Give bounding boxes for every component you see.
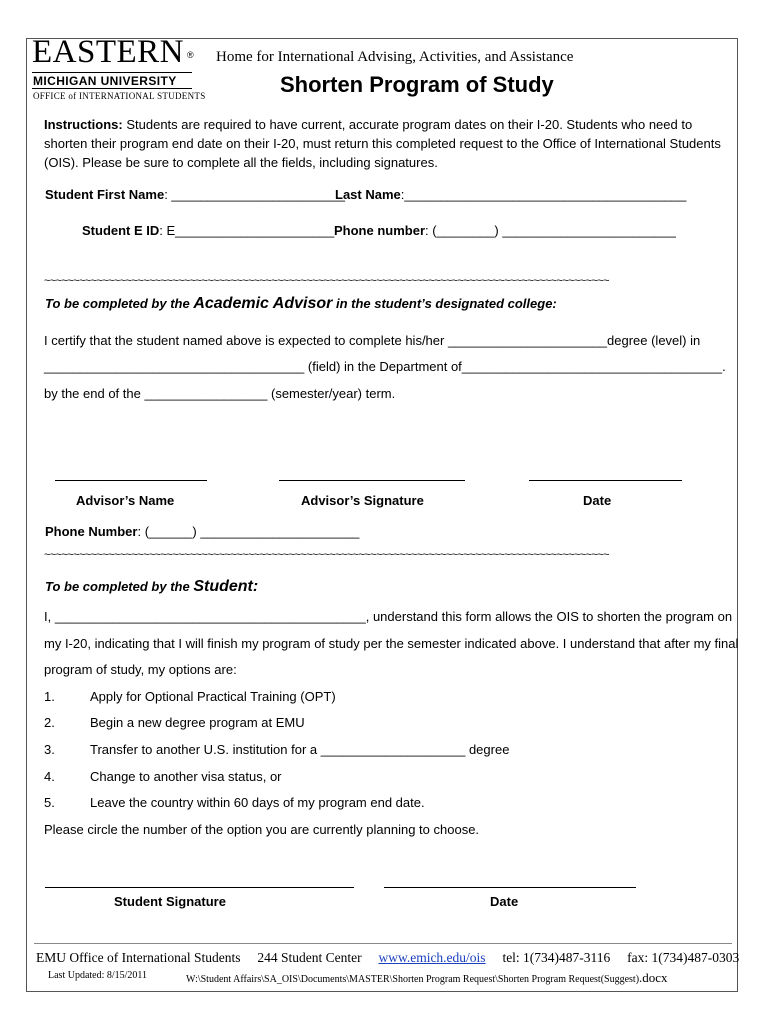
logo-office: OFFICE of INTERNATIONAL STUDENTS bbox=[33, 91, 206, 101]
student-heading-em: Student: bbox=[193, 578, 259, 595]
advisor-certify-line-3[interactable]: by the end of the _________________ (semester/year) term. bbox=[44, 386, 396, 401]
advisor-date-line[interactable] bbox=[529, 480, 682, 481]
footer-address: 244 Student Center bbox=[257, 950, 362, 965]
last-name-field[interactable] bbox=[335, 187, 686, 202]
eid-label: Student E ID bbox=[82, 223, 160, 238]
instructions bbox=[44, 115, 724, 172]
logo-university: MICHIGAN UNIVERSITY bbox=[33, 74, 177, 88]
advisor-heading-post: in the student’s designated college: bbox=[335, 296, 557, 311]
page-title: Shorten Program of Study bbox=[280, 72, 554, 97]
option-number[interactable]: 4. bbox=[44, 769, 55, 784]
student-heading-pre: To be completed by the bbox=[45, 579, 190, 594]
logo-eastern: EASTERN bbox=[32, 34, 184, 70]
advisor-phone-label: Phone Number bbox=[45, 524, 138, 539]
separator-line-2: ~~~~~~~~~~~~~~~~~~~~~~~~~~~~~~~~~~~~~~~~~~~~~~~~~~~~~~~~~~~~~~~~~~~~~~~~~~~~~~~~~~~~~~~~~~~~~~~~~ bbox=[44, 549, 609, 561]
page-border bbox=[26, 34, 738, 992]
logo-trademark: ® bbox=[187, 50, 194, 60]
instructions-text: Students are required to have current, accurate program dates on their I-20. Students who need to shorten their program end date on their I-20, must return this completed request to the Office of International Students (OIS). Please be sure to complete all the fields, including signatures. bbox=[44, 117, 721, 170]
student-signature-label: Student Signature bbox=[114, 894, 226, 909]
last-name-label: Last Name bbox=[335, 187, 401, 202]
advisor-phone-blank: : (______) ______________________ bbox=[137, 524, 360, 539]
option-number[interactable]: 2. bbox=[44, 715, 55, 730]
student-date-label: Date bbox=[490, 894, 519, 909]
student-signature-line[interactable] bbox=[45, 887, 354, 888]
advisor-heading-em: Academic Advisor bbox=[193, 295, 333, 312]
advisor-signature-label: Advisor’s Signature bbox=[301, 493, 424, 508]
first-name-label: Student First Name bbox=[45, 187, 165, 202]
first-name-blank: : ________________________ bbox=[164, 187, 345, 202]
footer-path-text: W:\Student Affairs\SA_OIS\Documents\MASTER\Shorten Program Request\Shorten Program Request(Suggest) bbox=[186, 974, 640, 985]
student-statement-line-3: program of study, my options are: bbox=[44, 662, 237, 677]
footer-tel: tel: 1(734)487-3116 bbox=[502, 950, 611, 965]
phone-blank: : (________) ________________________ bbox=[425, 223, 676, 238]
advisor-heading-pre: To be completed by the bbox=[45, 296, 190, 311]
instructions-label: Instructions: bbox=[44, 117, 123, 132]
option-number[interactable]: 3. bbox=[44, 742, 55, 757]
phone-label: Phone number bbox=[334, 223, 426, 238]
option-text: Leave the country within 60 days of my program end date. bbox=[90, 795, 425, 810]
footer-file-path bbox=[186, 970, 668, 986]
advisor-signature-line[interactable] bbox=[279, 480, 465, 481]
footer-office: EMU Office of International Students bbox=[36, 950, 241, 965]
option-number[interactable]: 5. bbox=[44, 795, 55, 810]
last-name-blank: :_______________________________________ bbox=[400, 187, 687, 202]
footer-url-link[interactable]: www.emich.edu/ois bbox=[378, 950, 486, 965]
student-statement-line-1[interactable]: I, ___________________________________________, understand this form allows the OIS to shorten the program on bbox=[44, 609, 733, 624]
advisor-certify-line-2[interactable]: ____________________________________ (field) in the Department of____________________________________. bbox=[44, 359, 726, 374]
footer-path-ext: .docx bbox=[639, 970, 668, 985]
student-date-line[interactable] bbox=[384, 887, 636, 888]
logo-divider-2 bbox=[32, 88, 192, 89]
option-text[interactable]: Transfer to another U.S. institution for a ____________________ degree bbox=[90, 742, 510, 757]
advisor-name-line[interactable] bbox=[55, 480, 207, 481]
advisor-certify-line-1[interactable]: I certify that the student named above is expected to complete his/her ______________________degree (level) in bbox=[44, 333, 701, 348]
footer-divider bbox=[34, 943, 732, 944]
separator-line: ~~~~~~~~~~~~~~~~~~~~~~~~~~~~~~~~~~~~~~~~~~~~~~~~~~~~~~~~~~~~~~~~~~~~~~~~~~~~~~~~~~~~~~~~~~~~~~~~~ bbox=[44, 275, 609, 287]
advisor-name-label: Advisor’s Name bbox=[76, 493, 175, 508]
eid-blank: : E______________________ bbox=[159, 223, 335, 238]
first-name-field[interactable] bbox=[45, 187, 345, 202]
option-text: Apply for Optional Practical Training (OPT) bbox=[90, 689, 336, 704]
advisor-heading bbox=[45, 295, 557, 313]
logo-divider bbox=[32, 72, 192, 73]
option-number[interactable]: 1. bbox=[44, 689, 55, 704]
footer-contact bbox=[36, 950, 739, 966]
footer-updated: Last Updated: 8/15/2011 bbox=[48, 970, 148, 981]
advisor-date-label: Date bbox=[583, 493, 612, 508]
student-heading bbox=[45, 578, 258, 596]
student-statement-line-2: my I-20, indicating that I will finish my program of study per the semester indicated above. I understand that after my final bbox=[44, 636, 739, 651]
eid-field[interactable] bbox=[82, 223, 334, 238]
option-text: Begin a new degree program at EMU bbox=[90, 715, 305, 730]
option-text: Change to another visa status, or bbox=[90, 769, 282, 784]
header-tagline: Home for International Advising, Activities, and Assistance bbox=[216, 49, 574, 65]
phone-field[interactable] bbox=[334, 223, 676, 238]
circle-note: Please circle the number of the option you are currently planning to choose. bbox=[44, 822, 480, 837]
advisor-phone-field[interactable] bbox=[45, 524, 359, 539]
footer-fax: fax: 1(734)487-0303 bbox=[627, 950, 740, 965]
